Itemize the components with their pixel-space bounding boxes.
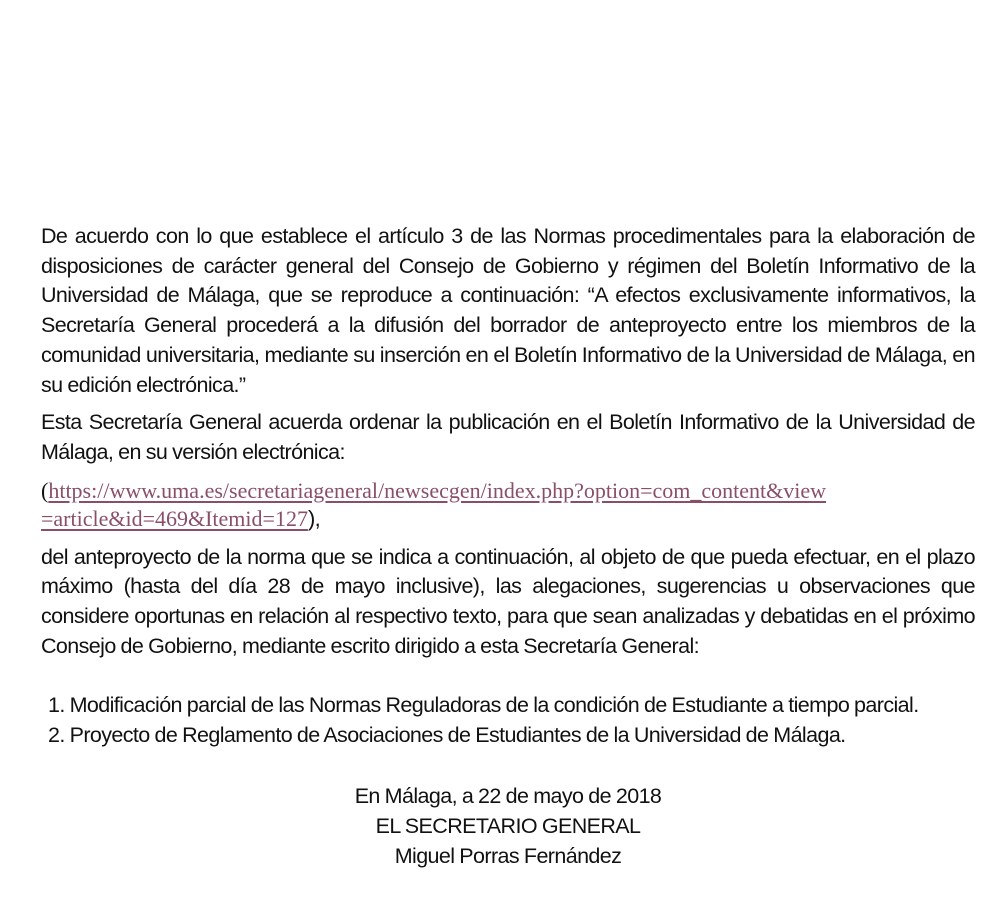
signature-block — [41, 781, 975, 871]
link-close: ), — [307, 505, 321, 531]
signature-place-date: En Málaga, a 22 de mayo de 2018 — [354, 783, 662, 808]
bulletin-link[interactable] — [41, 478, 826, 531]
signature-name: Miguel Porras Fernández — [394, 843, 622, 868]
publication-paragraph: Esta Secretaría General acuerda ordenar la publicación en el Boletín Informativo de la Universidad de Málaga, en su versión electrónica: — [41, 410, 975, 464]
intro-paragraph: De acuerdo con lo que establece el artículo 3 de las Normas procedimentales para la elaboración de disposiciones de carácter general del Consejo de Gobierno y régimen del Boletín Informativo de la Universidad de Málaga, que se reproduce a continuación: “A efectos exclusivamente informativos, la Secretaría General procederá a la difusión del borrador de anteproyecto entre los miembros de la comunidad universitaria, mediante su inserción en el Boletín Informativo de la Universidad de Málaga, en su edición electrónica.” — [41, 224, 975, 397]
list-item-number: 1. — [48, 693, 65, 718]
signature-title: EL SECRETARIO GENERAL — [375, 813, 641, 838]
allegations-paragraph: del anteproyecto de la norma que se indica a continuación, al objeto de que pueda efectuar, en el plazo máximo (hasta del día 28 de mayo inclusive), las alegaciones, sugerencias u observaciones que considere oportunas en relación al respectivo texto, para que sean analizadas y debatidas en el próximo Consejo de Gobierno, mediante escrito dirigido a esta Secretaría General: — [41, 544, 975, 658]
document-body — [41, 222, 975, 871]
bulletin-link-line2: =article&id=469&Itemid=127 — [41, 505, 308, 531]
list-item-number: 2. — [48, 723, 65, 748]
list-item — [48, 721, 975, 751]
list-item — [48, 691, 975, 721]
link-paragraph — [41, 477, 975, 533]
norms-list — [41, 691, 975, 750]
list-item-text: Proyecto de Reglamento de Asociaciones de Estudiantes de la Universidad de Málaga. — [69, 723, 846, 748]
bulletin-link-line1: https://www.uma.es/secretariageneral/newsecgen/index.php?option=com_content&view — [48, 477, 827, 503]
list-item-text: Modificación parcial de las Normas Reguladoras de la condición de Estudiante a tiempo parcial. — [69, 693, 919, 718]
link-open-paren: ( — [41, 477, 49, 503]
